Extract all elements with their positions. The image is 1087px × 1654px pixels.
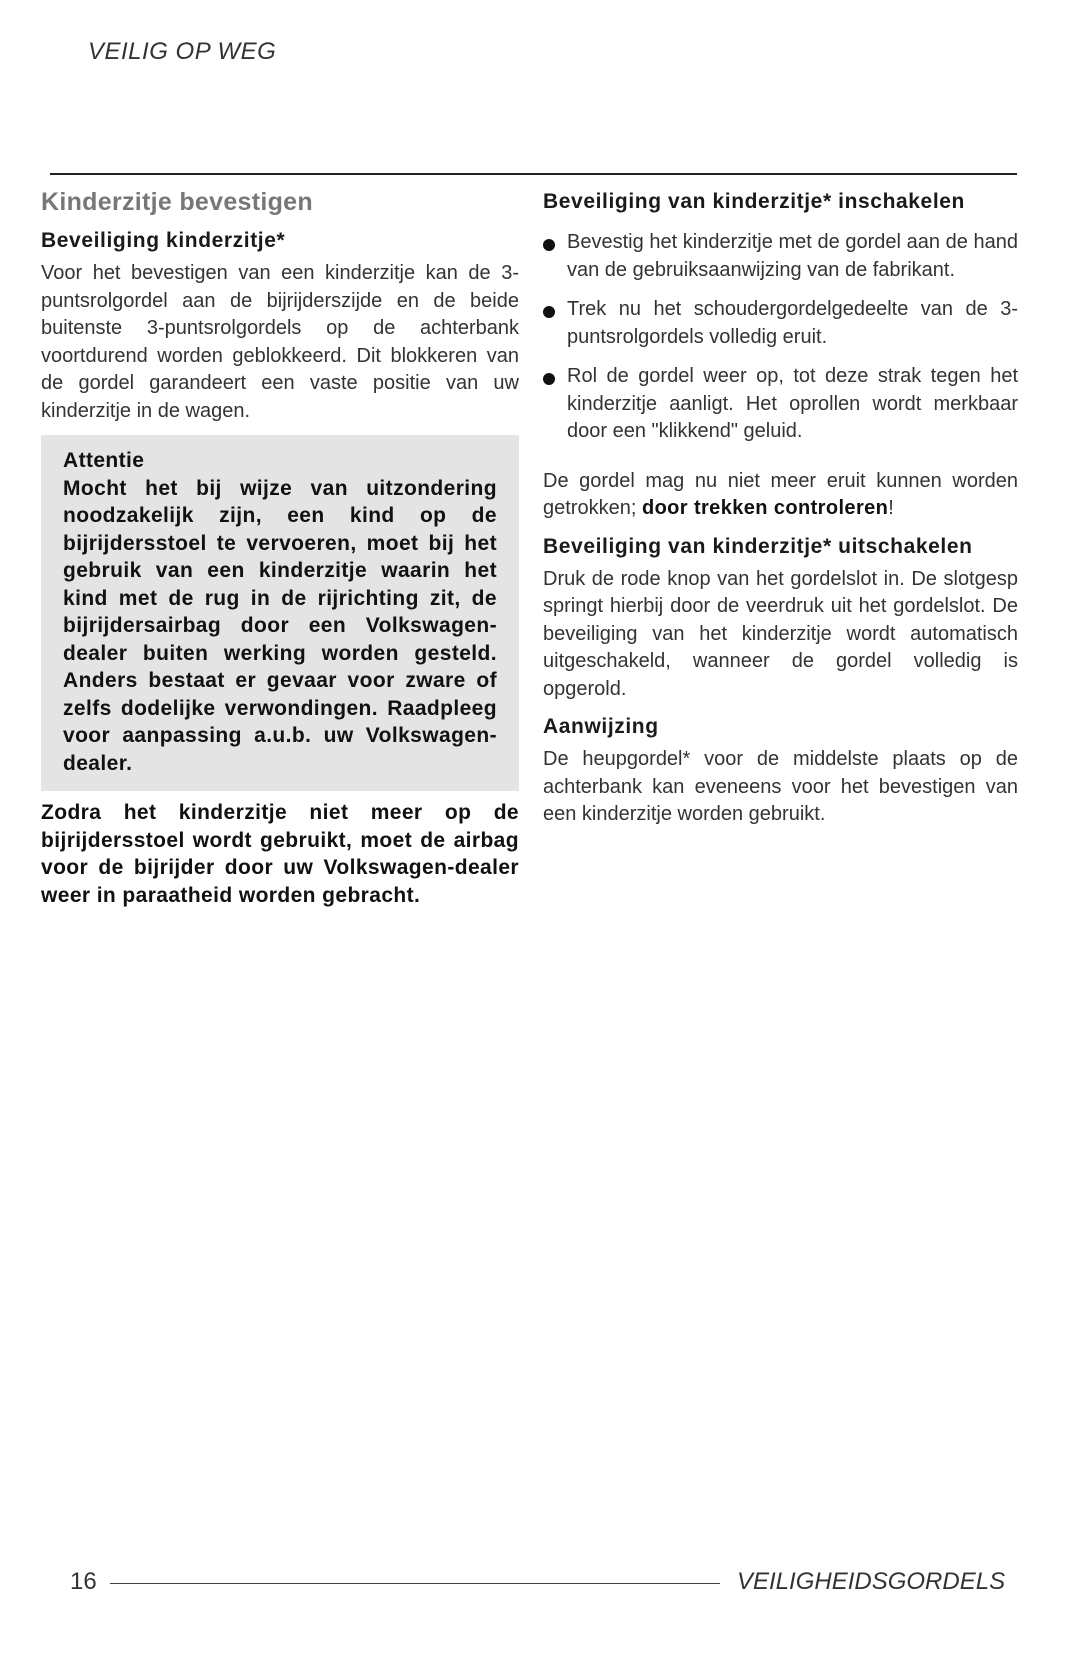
intro-paragraph: Voor het bevestigen van een kinderzitje kan de 3-puntsrolgordel aan de bijrijderszijde en de beide buitenste 3-puntsrolgordels op de achterbank voortdurend worden geblokkeerd. Dit blokkeren van de gordel garandeert een vaste positie van uw kinderzitje in de wagen. [41,262,519,422]
bullet-icon [543,306,555,318]
heading-disable: Beveiliging van kinderzitje* uitschakelen [543,534,973,558]
page-number: 16 [70,1568,97,1595]
warning-box [41,435,519,791]
check-text: De gordel mag nu niet meer eruit kunnen worden getrokken; [543,469,1018,519]
bullet-icon [543,373,555,385]
right-column [543,188,1018,839]
closing-paragraph: Zodra het kinderzitje niet meer op de bijrijdersstoel wordt gebruikt, moet de airbag voor de bijrijder door uw Volkswagen-dealer weer in paraatheid worden gebracht. [41,801,519,907]
disable-paragraph: Druk de rode knop van het gordelslot in. De slotgesp springt hierbij door de veerdruk uit het gordelslot. De beveiliging van het kinderzitje wordt automatisch uitgeschakeld, wanneer de gordel volledig is opgerold. [543,567,1018,700]
subheading: Beveiliging kinderzitje* [41,229,286,252]
hint-heading: Aanwijzing [543,715,659,738]
list-item [543,363,1018,446]
hint-paragraph: De heupgordel* voor de middelste plaats op de achterbank kan eveneens voor het bevestigen van een kinderzitje worden gebruikt. [543,748,1018,825]
check-end: ! [888,497,894,519]
check-bold: door trekken controleren [641,497,889,519]
list-item-text: Rol de gordel weer op, tot deze strak tegen het kinderzitje aanligt. Het oprollen wordt merkbaar door een "klikkend" geluid. [567,365,1018,442]
list-item-text: Bevestig het kinderzitje met de gordel aan de hand van de gebruiksaanwijzing van de fabrikant. [567,231,1018,281]
check-paragraph [543,468,1018,523]
footer-rule [110,1583,720,1584]
heading-enable: Beveiliging van kinderzitje* inschakelen [543,190,965,213]
top-rule [50,173,1017,175]
warning-title: Attentie [63,449,145,472]
running-header: VEILIG OP WEG [88,38,277,65]
section-title: Kinderzitje bevestigen [41,188,313,216]
list-item [543,296,1018,351]
left-column [41,188,519,909]
list-item-text: Trek nu het schoudergordelgedeelte van de 3-puntsrolgordels volledig eruit. [567,298,1018,348]
warning-text: Mocht het bij wijze van uitzondering noodzakelijk zijn, een kind op de bijrijdersstoel te vervoeren, moet bij het gebruik van een kinderzitje waarin het kind met de rug in de rijrichting zit, de bijrijdersairbag door een Volkswagen-dealer buiten werking worden gesteld. Anders bestaat er gevaar voor zware of zelfs dodelijke verwondingen. Raadpleeg voor aanpassing a.u.b. uw Volkswagen-dealer. [63,476,497,775]
bullet-icon [543,239,555,251]
list-item [543,229,1018,284]
chapter-title: VEILIGHEIDSGORDELS [737,1568,1006,1595]
